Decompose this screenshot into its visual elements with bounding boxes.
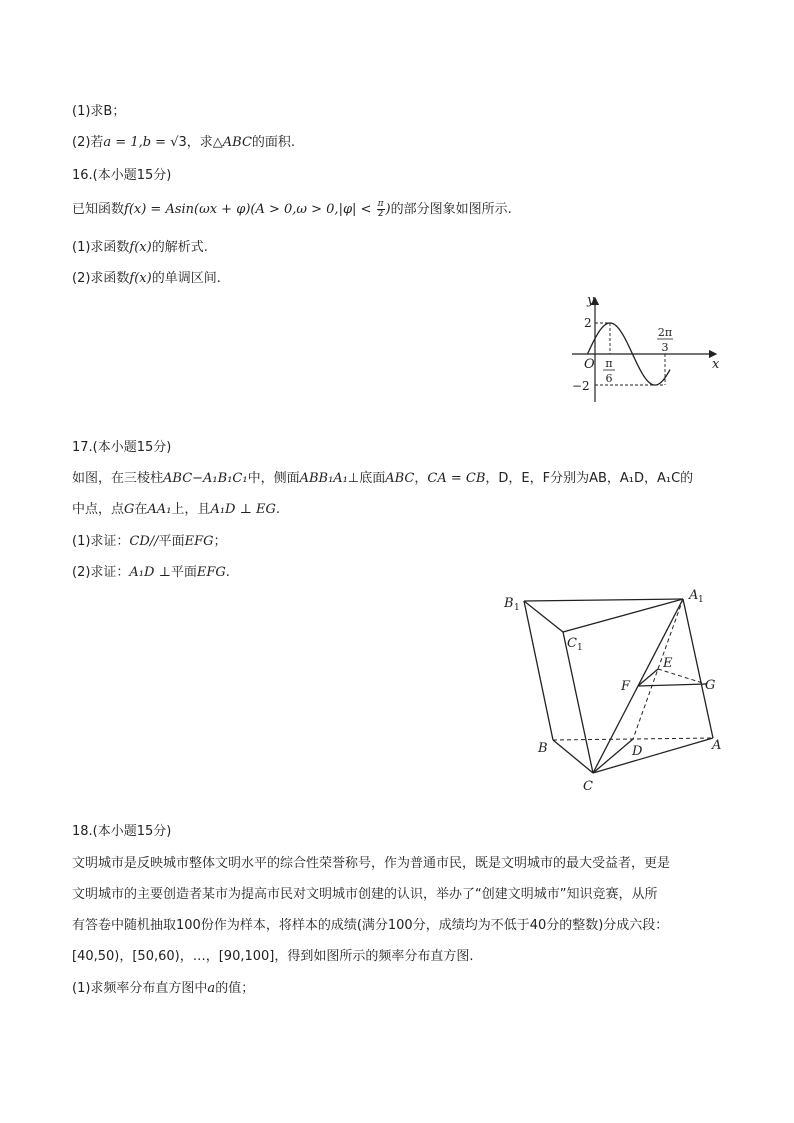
sine-graph: [560, 290, 730, 408]
graph-ymax-label: 2: [584, 316, 592, 330]
q17-part1-text-c: ；: [213, 534, 227, 549]
q16-stem-function: f(x) = Asin(ωx + φ)(A > 0,ω > 0,|φ| <: [124, 202, 376, 217]
graph-ymin-label: −2: [572, 379, 590, 393]
q18-line4: [72, 947, 473, 967]
q17-header: [72, 438, 171, 458]
q17-line2-text-a: 中点，点: [72, 502, 125, 517]
q17-part2-text-a: (2)求证：: [72, 565, 130, 580]
q16-frac-den: 2: [377, 209, 384, 219]
q17-part2-text-b: 平面: [170, 565, 197, 580]
q17-part1-text-b: 平面: [158, 534, 185, 549]
pi6-denominator: 6: [605, 372, 613, 385]
q15-part2: [72, 133, 295, 153]
segment-f-e: [638, 669, 658, 686]
q15-part2-text-a: (2)若: [72, 135, 104, 150]
q18-line3: [72, 916, 668, 936]
q17-line1-text-e: ，D，E，F分别为AB，A₁D，A₁C的: [485, 471, 694, 486]
q15-part2-triangle: ABC: [222, 135, 252, 150]
label-a1-sub: 1: [698, 595, 704, 605]
q16-stem-close: ): [385, 202, 391, 217]
q18-line1: [72, 854, 670, 874]
graph-origin-label: O: [584, 357, 595, 372]
edge-c-a: [593, 738, 713, 773]
q17-part2: [72, 563, 230, 583]
graph-x-label: x: [712, 357, 720, 372]
label-d: D: [632, 744, 643, 759]
q17-base: ABC: [385, 471, 415, 486]
label-c1-sub: 1: [577, 643, 583, 653]
label-b: B: [538, 741, 548, 756]
q18-line2-text: 文明城市的主要创造者某市为提高市民对文明城市创建的认识，举办了“创建文明城市”知识竞赛，从所: [72, 887, 658, 902]
q17-prism: ABC−A₁B₁C₁: [163, 471, 248, 486]
q16-header-text: 16.(本小题15分): [72, 168, 172, 183]
q17-equality: CA = CB: [427, 471, 486, 486]
label-e: E: [663, 656, 673, 671]
q17-line1-text-d: ，: [414, 471, 428, 486]
q15-part2-condition: a = 1,b =: [103, 135, 171, 150]
q17-part2-plane: EFG: [196, 565, 226, 580]
q18-part1: [72, 979, 254, 999]
q17-line2-text-b: 在: [134, 502, 148, 517]
q18-line3-text: 有答卷中随机抽取100份作为样本，将样本的成绩(满分100分，成绩均为不低于40分的整数)分成六段：: [72, 918, 669, 933]
q17-part1-plane: EFG: [184, 534, 214, 549]
q17-header-text: 17.(本小题15分): [72, 440, 172, 455]
q16-part2-func: f(x): [129, 271, 152, 286]
q15-part2-text-c: 的面积.: [251, 135, 296, 150]
q17-part1-math: CD//: [129, 534, 159, 549]
edge-c1-a1: [563, 599, 683, 632]
q18-line2: [72, 885, 657, 905]
q18-header: [72, 822, 171, 842]
q17-part2-text-c: .: [225, 565, 230, 580]
label-c: C: [583, 779, 593, 794]
q15-part1-text: (1)求B；: [72, 104, 126, 119]
q16-part2-text-a: (2)求函数: [72, 271, 130, 286]
label-a: A: [712, 738, 722, 753]
q16-part1-text-a: (1)求函数: [72, 240, 130, 255]
pi6-numerator: π: [605, 357, 613, 370]
q16-part1-func: f(x): [129, 240, 152, 255]
q16-stem-text-a: 已知函数: [72, 202, 125, 217]
q17-edge-aa1: AA₁: [147, 502, 172, 517]
q18-part1-text-a: (1)求频率分布直方图中: [72, 981, 208, 996]
q18-line1-text: 文明城市是反映城市整体文明水平的综合性荣誉称号，作为普通市民，既是文明城市的最大受益者，更是: [72, 856, 671, 871]
q17-perpendicular: A₁D ⊥ EG: [210, 502, 276, 517]
q16-part1: [72, 238, 208, 258]
label-c1: C: [567, 636, 577, 651]
label-b1-sub: 1: [514, 603, 520, 613]
q15-part2-sqrt: √3: [170, 135, 187, 150]
q18-part1-variable: a: [207, 981, 216, 996]
edge-b1-a1: [524, 599, 683, 601]
q17-line2-text-d: .: [275, 502, 280, 517]
q17-line1-text-b: 中，侧面: [247, 471, 300, 486]
q16-part1-text-b: 的解析式.: [151, 240, 208, 255]
q17-part2-math: A₁D ⊥: [129, 565, 171, 580]
q17-point-g: G: [124, 502, 135, 517]
label-b1: B: [504, 596, 514, 611]
label-f: F: [621, 679, 631, 694]
q17-side-face: ABB₁A₁: [299, 471, 348, 486]
pi23-denominator: 3: [661, 341, 669, 354]
q15-part1: [72, 102, 125, 122]
prism-figure: [498, 582, 738, 802]
q17-line1-text-c: ⊥底面: [347, 471, 386, 486]
q18-part1-text-b: 的值；: [215, 981, 255, 996]
edge-a1-a: [683, 599, 716, 738]
segment-c-d: [593, 739, 633, 773]
segment-f-g: [638, 684, 706, 686]
graph-y-label: y: [587, 293, 595, 308]
pi23-numerator: 2π: [657, 326, 673, 339]
q16-part2-text-b: 的单调区间.: [151, 271, 221, 286]
q18-line4-text: [40,50)，[50,60)，…，[90,100]，得到如图所示的频率分布直方图.: [72, 949, 474, 964]
q17-part1-text-a: (1)求证：: [72, 534, 130, 549]
label-g: G: [705, 678, 716, 693]
edge-b1-b: [524, 601, 553, 740]
q17-part1: [72, 532, 227, 552]
q16-frac-num: π: [377, 199, 384, 209]
q16-stem-text-b: 的部分图象如图所示.: [390, 202, 512, 217]
q17-line2: [72, 500, 280, 520]
q17-line1-text-a: 如图，在三棱柱: [72, 471, 164, 486]
q17-line1: [72, 469, 693, 489]
q16-stem-fraction: [377, 200, 385, 219]
label-a1: A: [689, 588, 699, 603]
q16-header: [72, 166, 171, 186]
q18-header-text: 18.(本小题15分): [72, 824, 172, 839]
q17-line2-text-c: 上，且: [171, 502, 211, 517]
q16-stem: [72, 200, 512, 220]
q15-part2-text-b: ，求△: [186, 135, 223, 150]
q16-part2: [72, 269, 221, 289]
